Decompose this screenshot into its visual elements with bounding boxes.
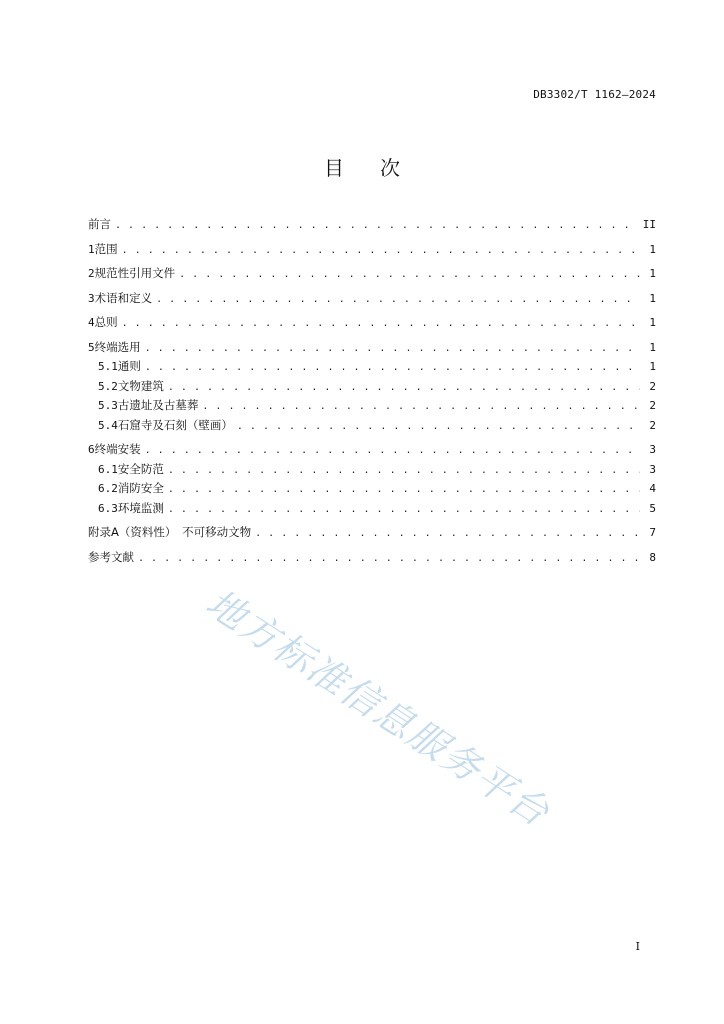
toc-entry-page: 7 bbox=[649, 526, 656, 539]
toc-entry-number: 5.2 bbox=[98, 379, 118, 393]
toc-dot-leader bbox=[122, 245, 640, 256]
toc-entry[interactable] bbox=[88, 339, 656, 359]
toc-entry-label: 消防安全 bbox=[117, 481, 164, 495]
toc-dot-leader bbox=[179, 269, 640, 280]
toc-entry-label: 规范性引用文件 bbox=[94, 266, 176, 280]
toc-entry-number: 6.2 bbox=[98, 482, 118, 495]
toc-dot-leader bbox=[168, 484, 640, 495]
toc-entry-page: II bbox=[642, 218, 656, 231]
toc-entry-label: 石窟寺及石刻（壁画） bbox=[117, 417, 233, 432]
toc-dot-leader bbox=[115, 220, 639, 231]
toc-entry-label: 术语和定义 bbox=[94, 290, 153, 305]
toc-entry[interactable] bbox=[88, 480, 656, 500]
toc-entry-label: 通则 bbox=[117, 359, 141, 373]
toc-entry-page: 2 bbox=[649, 399, 656, 412]
toc-entry[interactable] bbox=[88, 378, 656, 398]
toc-entry[interactable] bbox=[88, 500, 656, 520]
toc-entry[interactable] bbox=[88, 358, 656, 378]
toc-dot-leader bbox=[255, 528, 640, 539]
toc-dot-leader bbox=[156, 294, 640, 305]
toc-entry-number: 5.3 bbox=[98, 399, 118, 412]
toc-entry-label: 环境监测 bbox=[117, 500, 164, 515]
toc-entry[interactable] bbox=[88, 461, 656, 481]
toc-entry-label: 范围 bbox=[94, 241, 118, 256]
toc-entry-page: 3 bbox=[649, 462, 656, 476]
toc-entry-number: 2 bbox=[88, 267, 95, 280]
toc-entry-number: 5.1 bbox=[98, 360, 118, 373]
toc-entry[interactable] bbox=[88, 549, 656, 569]
watermark: 地方标准信息服务平台 bbox=[198, 580, 558, 836]
toc-entry-number: 5.4 bbox=[98, 418, 118, 432]
toc-entry[interactable] bbox=[88, 314, 656, 334]
toc-entry-label: 参考文献 bbox=[88, 549, 134, 564]
toc-entry-page: 3 bbox=[649, 443, 656, 456]
toc-entry-page: 2 bbox=[649, 418, 656, 432]
toc-entry-page: 1 bbox=[649, 267, 656, 280]
toc-entry[interactable] bbox=[88, 265, 656, 285]
toc-entry[interactable] bbox=[88, 524, 656, 544]
toc-entry-number: 1 bbox=[88, 242, 95, 256]
toc-dot-leader bbox=[145, 343, 640, 354]
toc-entry-label: 安全防范 bbox=[117, 461, 164, 476]
toc-entry[interactable] bbox=[88, 441, 656, 461]
toc-entry[interactable] bbox=[88, 417, 656, 437]
toc-entry-page: 1 bbox=[649, 360, 656, 373]
toc-entry-number: 3 bbox=[88, 291, 95, 305]
toc-entry-number: 6.1 bbox=[98, 462, 118, 476]
page-title: 目次 bbox=[324, 156, 436, 180]
toc-entry-label: 终端选用 bbox=[94, 339, 141, 354]
toc-entry[interactable] bbox=[88, 290, 656, 310]
toc-entry-page: 5 bbox=[649, 501, 656, 515]
toc-entry[interactable] bbox=[88, 397, 656, 417]
toc-dot-leader bbox=[145, 445, 640, 456]
toc-entry-page: 1 bbox=[649, 340, 656, 354]
toc-dot-leader bbox=[138, 553, 640, 564]
toc-entry-page: 8 bbox=[649, 550, 656, 564]
toc-entry-page: 1 bbox=[649, 291, 656, 305]
toc-dot-leader bbox=[168, 504, 640, 515]
toc-entry[interactable] bbox=[88, 216, 656, 236]
toc-dot-leader bbox=[168, 465, 640, 476]
toc-dot-leader bbox=[145, 362, 640, 373]
toc-entry-page: 1 bbox=[649, 242, 656, 256]
document-code: DB3302/T 1162—2024 bbox=[533, 88, 656, 101]
toc-entry-page: 4 bbox=[649, 482, 656, 495]
toc-entry-page: 2 bbox=[649, 379, 656, 393]
toc-entry-number: 4 bbox=[88, 316, 95, 329]
toc-entry-page: 1 bbox=[649, 316, 656, 329]
toc-entry-label: 附录A（资料性） 不可移动文物 bbox=[88, 525, 252, 539]
toc-entry-number: 6 bbox=[88, 443, 95, 456]
toc-dot-leader bbox=[237, 421, 640, 432]
table-of-contents bbox=[88, 216, 656, 568]
toc-dot-leader bbox=[168, 382, 640, 393]
toc-entry-label: 前言 bbox=[88, 217, 111, 231]
toc-entry-number: 6.3 bbox=[98, 501, 118, 515]
toc-dot-leader bbox=[202, 401, 640, 412]
footer-page-number: I bbox=[635, 940, 640, 953]
toc-entry-number: 5 bbox=[88, 340, 95, 354]
toc-entry-label: 古遗址及古墓葬 bbox=[117, 398, 199, 412]
toc-entry-label: 文物建筑 bbox=[117, 378, 164, 393]
toc-entry[interactable] bbox=[88, 241, 656, 261]
toc-entry-label: 总则 bbox=[94, 315, 118, 329]
toc-dot-leader bbox=[122, 318, 640, 329]
toc-entry-label: 终端安装 bbox=[94, 442, 141, 456]
